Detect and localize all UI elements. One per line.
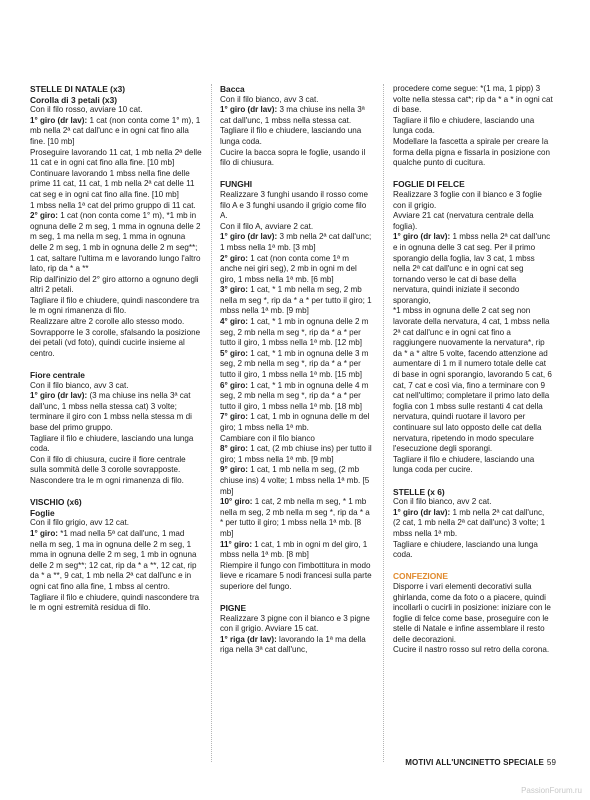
instruction-text: 3 ma chiuse ins nella 3ª cat dall'unc, 1 mbss nella stessa cat. <box>220 105 365 125</box>
round-label: 6° giro: <box>220 380 248 390</box>
instruction-paragraph <box>220 349 373 381</box>
subsection-title-leaves: Foglie <box>30 507 55 518</box>
instruction-paragraph <box>30 381 202 392</box>
instruction-text: Cucire il nastro rosso sul retro della corona. <box>393 645 550 655</box>
round-label: 5° giro: <box>220 348 248 358</box>
column-left <box>30 84 202 614</box>
instruction-paragraph <box>30 455 202 487</box>
instruction-text: Cucire la bacca sopra le foglie, usando il filo di chiusura. <box>220 147 366 168</box>
instruction-text: Modellare la fascetta a spirale per creare la forma della pigna e fissarla in posizione con qualche punto di cucitura. <box>393 136 551 168</box>
page-footer <box>0 758 590 767</box>
instruction-text: Realizzare 3 pigne con il bianco e 3 pigne con il grigio. Avviare 15 cat. <box>220 613 370 634</box>
instruction-text: Con il filo di chiusura, cucire il fiore centrale sulla sommità delle 3 corolle sovrapposte. Nascondere tra le m ogni rimanenza di filo. <box>30 454 186 485</box>
instruction-text: 1 cat, * 1 mb in ognuna delle 4 m seg, 2 mb nella m seg *, rip da * a * per tutto il giro, 1 mbss nella 1ª mb. [18 mb] <box>220 380 369 411</box>
subsection-title-petals: Corolla di 3 petali (x3) <box>30 94 118 105</box>
instruction-text: Realizzare 3 funghi usando il rosso come filo A e 3 funghi usando il grigio come filo A. <box>220 189 369 221</box>
instruction-text: Con il filo rosso, avviare 10 cat. <box>30 105 143 115</box>
instruction-paragraph <box>220 105 373 126</box>
instruction-text: Avviare 21 cat (nervatura centrale della foglia). <box>393 211 534 231</box>
instruction-text: Tagliare il filo e chiudere, lasciando una lunga coda per cucire. <box>393 454 535 475</box>
instruction-text: Tagliare il filo e chiudere, lasciando una lunga coda. <box>393 115 535 136</box>
instruction-text: 1 cat (non conta come 1° m), *1 mb in ognuna delle 2 m seg, 1 mma in ognuna delle 2 m seg, 1 ma nella m seg, 1 mma in ognuna delle 2 m seg, 1 mb in ognuna delle 2 m seg**; 1 cat, saltare l'ultima m e lavorando lungo l'altro lato, rip da * a ** <box>30 211 201 274</box>
instruction-text: Tagliare il filo e chiudere, quindi nascondere tra le m ogni rimanenza di filo. <box>30 295 200 316</box>
round-label: 4° giro: <box>220 317 248 327</box>
instruction-paragraph <box>220 254 373 286</box>
round-label: 9° giro: <box>220 465 248 475</box>
instruction-paragraph <box>393 540 553 561</box>
column-divider <box>211 84 212 762</box>
instruction-text: Tagliare il filo e chiudere, lasciando una lunga coda. <box>30 433 194 454</box>
page-number: 59 <box>546 758 556 767</box>
instruction-text: Con il filo bianco, avv 3 cat. <box>220 94 319 104</box>
instruction-text: 1 cat, * 1 mb in ognuna delle 2 m seg, 2 mb nella m seg *, rip da * a * per tutto il giro, 1 mbss nella 1ª mb. [12 mb] <box>220 317 369 348</box>
instruction-paragraph <box>220 540 373 561</box>
instruction-paragraph <box>220 444 373 465</box>
instruction-text: Con il filo A, avviare 2 cat. <box>220 221 314 231</box>
instruction-text: Proseguire lavorando 11 cat, 1 mb nella 2ª delle 11 cat e in ogni cat fino alla fine. [10 mb] <box>30 147 202 168</box>
round-label: 1° riga (dr lav): <box>220 634 277 644</box>
section-title-assembly: CONFEZIONE <box>393 571 448 582</box>
pine-continued-paragraphs <box>393 84 553 169</box>
instruction-paragraph <box>220 285 373 317</box>
round-label: 7° giro: <box>220 412 248 422</box>
instruction-text: procedere come segue: *(1 ma, 1 pipp) 3 volte nella stessa cat*; rip da * a * in ogni cat di base. <box>393 84 553 115</box>
instruction-text: Con il filo bianco, avv 2 cat. <box>393 497 492 507</box>
subsection-title-berry: Bacca <box>220 84 245 94</box>
section-title-mistletoe: VISCHIO (x6) <box>30 497 82 508</box>
instruction-paragraph <box>393 645 553 656</box>
instruction-paragraph <box>393 306 553 454</box>
instruction-paragraph <box>30 593 202 614</box>
section-title-mushrooms: FUNGHI <box>220 179 253 190</box>
fern-paragraphs <box>393 190 553 476</box>
instruction-text: 1 cat, 1 mb nella m seg, (2 mb chiuse ins) 4 volte; 1 mbss nella 1ª mb. [5 mb] <box>220 465 370 496</box>
instruction-paragraph <box>393 508 553 540</box>
round-label: 1° giro (dr lav): <box>220 232 278 242</box>
instruction-paragraph <box>220 561 373 593</box>
watermark: PassionForum.ru <box>521 786 582 795</box>
instruction-text: Tagliare e chiudere, lasciando una lunga coda. <box>393 539 538 560</box>
petals-paragraphs <box>30 105 202 359</box>
instruction-text: Rip dall'inizio del 2° giro attorno a ognuno degli altri 2 petali. <box>30 274 199 295</box>
round-label: 1° giro (dr lav): <box>30 391 88 401</box>
instruction-text: Tagliare il filo e chiudere, quindi nascondere tra le m ogni estremità residua di filo. <box>30 592 200 613</box>
instruction-text: 1 cat, * 1 mb nella m seg, 2 mb nella m seg *, rip da * a * per tutto il giro; 1 mbss nella 1ª mb. [9 mb] <box>220 285 372 316</box>
round-label: 1° giro (dr lav): <box>220 105 278 115</box>
instruction-text: 1 cat, 2 mb nella m seg, * 1 mb nella m seg, 2 mb nella m seg *, rip da * a * per tutto il giro; 1 mbss nella 1ª mb. [8 mb] <box>220 497 370 538</box>
instruction-paragraph <box>220 497 373 539</box>
instruction-text: 1 cat, 1 mb in ogni m del giro, 1 mbss nella 1ª mb. [8 mb] <box>220 539 368 560</box>
instruction-paragraph <box>220 222 373 233</box>
magazine-title: MOTIVI ALL'UNCINETTO SPECIALE <box>405 758 544 767</box>
instruction-text: *1 mbss in ognuna delle 2 cat seg non lavorate della nervatura, 4 cat, 1 mbss nella 2ª cat dall'unc e in ogni cat fino a raggiungere nuovamente la nervatura*, rip da * a * altre 5 volte, facendo attenzione ad aumentare di 1 m il numero totale delle cat di base in ogni sporangio, lavorando 5 cat, 6 cat, 7 cat e così via, fino a terminare con 9 cat nell'ultimo; completare il primo lato della foglia con 1 mbss sulle restanti 4 cat della nervatura, quindi ruotare il lavoro per continuare sul lato opposto delle cat della nervatura, ripetendo in modo speculare l'esecuzione degli sporangi. <box>393 306 552 454</box>
instruction-text: 1 cat, * 1 mb in ognuna delle 3 m seg, 2 mb nella m seg *, rip da * a * per tutto il giro, 1 mbss nella 1ª mb. [15 mb] <box>220 348 369 380</box>
instruction-text: (3 ma chiuse ins nella 3ª cat dall'unc, 1 mbss nella stessa cat) 3 volte; terminare il giro con 1 mbss nella stessa m di base del primo gruppo. <box>30 391 192 432</box>
instruction-text: 3 mb nella 2ª cat dall'unc; 1 mbss nella 1ª mb. [3 mb] <box>220 232 372 252</box>
round-label: 1° giro (dr lav): <box>393 507 451 517</box>
instruction-text: 1 cat (non conta come 1° m), 1 mb nella 2ª cat dall'unc e in ogni cat fino alla fine. [10 mb] <box>30 115 201 146</box>
instruction-text: 1 cat, (2 mb chiuse ins) per tutto il giro; 1 mbss nella 1ª mb. [9 mb] <box>220 444 372 464</box>
instruction-paragraph <box>30 529 202 593</box>
instruction-text: Con il filo bianco, avv 3 cat. <box>30 380 129 390</box>
berry-paragraphs <box>220 95 373 169</box>
instruction-paragraph <box>393 455 553 476</box>
instruction-paragraph <box>393 232 553 306</box>
subsection-title-center: Fiore centrale <box>30 370 85 381</box>
round-label: 2° giro: <box>30 211 58 221</box>
instruction-paragraph <box>30 317 202 359</box>
round-label: 8° giro: <box>220 444 248 454</box>
instruction-paragraph <box>30 434 202 455</box>
instruction-paragraph <box>393 211 553 232</box>
instruction-paragraph <box>393 84 553 116</box>
mushrooms-paragraphs <box>220 190 373 593</box>
instruction-paragraph <box>220 381 373 413</box>
round-label: 10° giro: <box>220 497 253 507</box>
column-divider <box>383 84 384 762</box>
instruction-paragraph <box>393 497 553 508</box>
instruction-paragraph <box>220 614 373 635</box>
instruction-paragraph <box>30 211 202 275</box>
instruction-paragraph <box>30 116 202 148</box>
instruction-text: Continuare lavorando 1 mbss nella fine delle prime 11 cat, 11 cat, 1 mb nella 2ª cat delle 11 cat seg e in ogni cat fino alla fine. [10 mb] <box>30 168 195 199</box>
instruction-paragraph <box>393 582 553 646</box>
instruction-text: Con il filo grigio, avv 12 cat. <box>30 518 129 528</box>
instruction-text: 1 mbss nella 1ª cat del primo gruppo di 11 cat. <box>30 200 196 210</box>
column-right <box>393 84 553 656</box>
instruction-paragraph <box>30 105 202 116</box>
instruction-paragraph <box>220 465 373 497</box>
instruction-paragraph <box>30 169 202 201</box>
instruction-paragraph <box>220 317 373 349</box>
round-label: 1° giro (dr lav): <box>393 232 451 242</box>
instruction-text: Realizzare altre 2 corolle allo stesso modo. Sovrapporre le 3 corolle, sfalsando la posizione dei petali (vd foto), quindi cucirle insieme al centro. <box>30 317 201 358</box>
instruction-paragraph <box>30 201 202 212</box>
round-label: 11° giro: <box>220 539 253 549</box>
instruction-paragraph <box>30 296 202 317</box>
leaves-paragraphs <box>30 518 202 613</box>
instruction-text: 1 mbss nella 2ª cat dall'unc e in ognuna delle 3 cat seg. Per il primo sporangio della foglia, lav 3 cat, 1 mbss nella 2ª cat dall'unc e in ogni cat seg tornando verso le cat di base della nervatura, quindi iniziate il secondo sporangio, <box>393 232 551 305</box>
instruction-paragraph <box>30 518 202 529</box>
instruction-text: 1 cat (non conta come 1ª m anche nei giri seg), 2 mb in ogni m del giro, 1 mbss nella 1ª mb. [6 mb] <box>220 253 357 284</box>
instruction-paragraph <box>220 148 373 169</box>
instruction-text: lavorando la 1ª ma della riga nella 3ª cat dall'unc, <box>220 634 366 655</box>
instruction-text: 1 cat, 1 mb in ognuna delle m del giro; 1 mbss nella 1ª mb. <box>220 412 370 432</box>
center-paragraphs <box>30 381 202 487</box>
instruction-paragraph <box>220 635 373 656</box>
section-title-pine-cones: PIGNE <box>220 603 247 614</box>
assembly-paragraphs <box>393 582 553 656</box>
instruction-text: Tagliare il filo e chiudere, lasciando una lunga coda. <box>220 126 362 146</box>
instruction-paragraph <box>30 391 202 433</box>
pine-paragraphs <box>220 614 373 656</box>
instruction-text: *1 mad nella 5ª cat dall'unc, 1 mad nella m seg, 1 ma in ognuna delle 2 m seg, 1 mma in ognuna delle 2 m seg, 1 mb in ognuna delle 2 m seg**; 12 cat, rip da * a **, 12 cat, rip da * a **, 9 cat, 1 mb nella 2ª cat dall'unc e in ogni cat fino alla fine, 1 mbss al centro. <box>30 528 197 591</box>
instruction-paragraph <box>393 116 553 137</box>
round-label: 1° giro: <box>30 528 58 538</box>
instruction-paragraph <box>393 190 553 211</box>
section-title-fern-leaves: FOGLIE DI FELCE <box>393 179 465 190</box>
instruction-paragraph <box>220 190 373 222</box>
instruction-paragraph <box>220 412 373 433</box>
instruction-text: Cambiare con il filo bianco <box>220 433 315 443</box>
instruction-paragraph <box>220 95 373 106</box>
instruction-paragraph <box>393 137 553 169</box>
instruction-paragraph <box>30 275 202 296</box>
section-title-stars-of-christmas: STELLE DI NATALE (x3) <box>30 84 126 94</box>
instruction-text: Disporre i vari elementi decorativi sulla ghirlanda, come da foto o a piacere, quindi incollarli o cucirli in posizione: iniziare con le foglie di felce come base, proseguire con le stelle di Natale e infine assemblare il resto delle decorazioni. <box>393 581 551 644</box>
stars-paragraphs <box>393 497 553 561</box>
section-title-stars: STELLE (x 6) <box>393 486 445 497</box>
instruction-paragraph <box>220 232 373 253</box>
round-label: 1° giro (dr lav): <box>30 115 88 125</box>
column-middle <box>220 84 373 656</box>
instruction-paragraph <box>30 148 202 169</box>
round-label: 3° giro: <box>220 285 248 295</box>
round-label: 2° giro: <box>220 253 248 263</box>
instruction-paragraph <box>220 434 373 445</box>
instruction-text: Riempire il fungo con l'imbottitura in modo lieve e ricamare 5 nodi francesi sulla parte superiore del fungo. <box>220 560 372 591</box>
instruction-paragraph <box>220 126 373 147</box>
instruction-text: Realizzare 3 foglie con il bianco e 3 foglie con il grigio. <box>393 189 542 210</box>
instruction-text: 1 mb nella 2ª cat dall'unc, (2 cat, 1 mb nella 2ª cat dall'unc) 3 volte; 1 mbss nella 1ª mb. <box>393 507 546 538</box>
